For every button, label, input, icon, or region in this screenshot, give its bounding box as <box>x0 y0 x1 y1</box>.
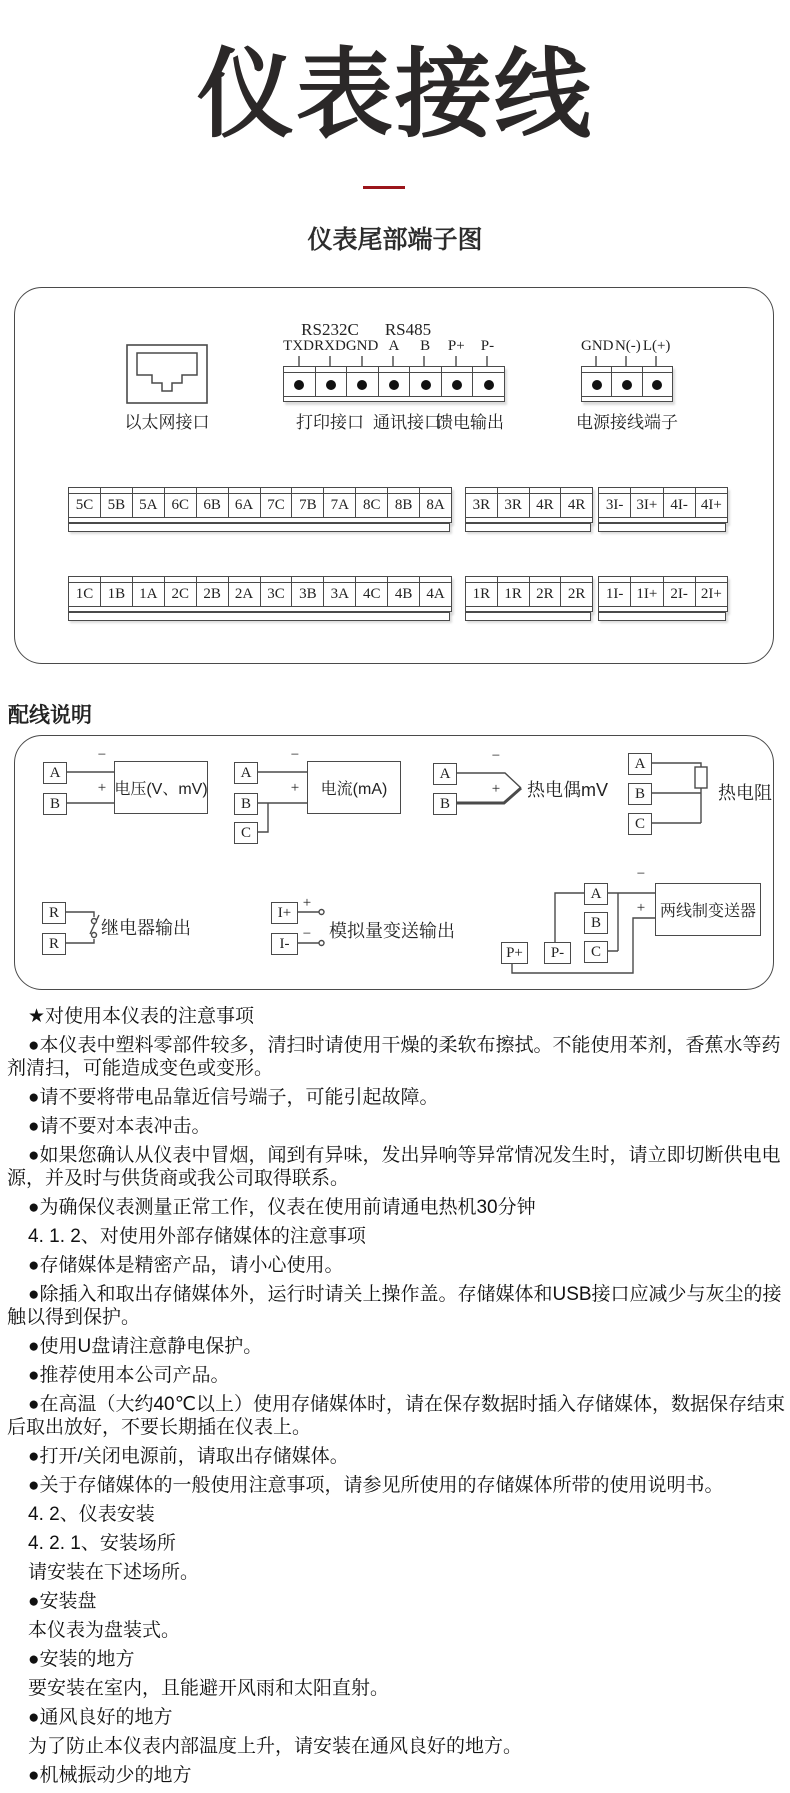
terminal-cell: 2R <box>567 586 586 602</box>
relay-output-label: 继电器输出 <box>101 918 191 938</box>
ethernet-port-icon <box>126 344 208 409</box>
power-terminal-strip <box>581 366 673 402</box>
terminal-cell: 1R <box>466 577 498 607</box>
note-line: ★对使用本仪表的注意事项 <box>28 1006 255 1027</box>
comm-port-label: 通讯接口 <box>373 413 441 432</box>
terminal-strip-row2-signal <box>68 576 452 612</box>
page-title: 仪表接线 <box>197 40 593 149</box>
rs485-label: RS485 <box>384 320 432 339</box>
terminal-cell: 4B <box>388 577 420 607</box>
terminal-box: R <box>42 902 66 924</box>
terminal-cell: 3B <box>292 577 324 607</box>
note-line: ●推荐使用本公司产品。 <box>28 1365 230 1386</box>
terminal-box: P+ <box>501 942 528 964</box>
terminal-cell: 2C <box>165 577 197 607</box>
strip-base <box>465 523 591 532</box>
strip-base <box>68 612 450 621</box>
terminal-box: B <box>234 793 258 815</box>
note-line: ●请不要将带电品靠近信号端子，可能引起故障。 <box>28 1087 439 1108</box>
terminal-cell: 8B <box>388 488 420 518</box>
strip-base <box>598 612 726 621</box>
note-line: ●为确保仪表测量正常工作，仪表在使用前请通电热机30分钟 <box>28 1197 536 1218</box>
terminal-cell: 2B <box>197 577 229 607</box>
terminal-cell: 1R <box>498 577 530 607</box>
note-line: ●通风良好的地方 <box>28 1707 173 1728</box>
terminal-box: C <box>234 822 258 844</box>
terminal-box: B <box>628 783 652 805</box>
note-line: ●安装的地方 <box>28 1649 135 1670</box>
minus-sign: − <box>636 866 646 882</box>
plus-sign: + <box>636 900 646 916</box>
terminal-cell: 5A <box>133 488 165 518</box>
terminal-box: A <box>234 762 258 784</box>
subtitle: 仪表尾部端子图 <box>307 226 483 254</box>
feed-output-label: 馈电输出 <box>436 413 504 432</box>
comm-pin-labels <box>283 338 503 355</box>
wiring-section-title: 配线说明 <box>8 704 92 727</box>
plus-sign: + <box>290 780 300 796</box>
terminal-cell: 2I+ <box>700 586 722 602</box>
note-line: ●请不要对本表冲击。 <box>28 1116 211 1137</box>
rs232c-label: RS232C <box>301 320 359 339</box>
rtd-label: 热电阻 <box>718 783 772 803</box>
plus-sign: + <box>491 781 501 797</box>
terminal-cell: 1I- <box>599 577 631 607</box>
note-line: ●机械振动少的地方 <box>28 1765 192 1786</box>
note-line: 4. 2、仪表安装 <box>28 1504 155 1525</box>
terminal-box: C <box>628 813 652 835</box>
comm-pin-label: GND <box>345 338 379 354</box>
comm-pin-label: P- <box>480 338 495 354</box>
minus-sign: − <box>491 748 501 764</box>
terminal-box: R <box>42 933 66 955</box>
comm-pin-label: P+ <box>447 338 465 354</box>
minus-sign: − <box>302 926 312 942</box>
terminal-box: I+ <box>271 902 298 924</box>
terminal-cell: 7A <box>324 488 356 518</box>
terminal-cell: 3R <box>498 488 530 518</box>
terminal-box: I- <box>271 933 298 955</box>
terminal-cell: 8C <box>356 488 388 518</box>
terminal-box: C <box>584 941 608 963</box>
terminal-cell: 4I- <box>664 488 696 518</box>
terminal-strip-row1-signal <box>68 487 452 523</box>
power-pin-label: N(-) <box>614 338 641 354</box>
analog-output-label: 模拟量变送输出 <box>329 921 455 941</box>
terminal-cell: 4A <box>426 586 445 602</box>
note-line: ●使用U盘请注意静电保护。 <box>28 1336 263 1357</box>
terminal-cell: 2R <box>530 577 562 607</box>
note-line: ●除插入和取出存储媒体外，运行时请关上操作盖。存储媒体和USB接口应减少与灰尘的接触以得到保护。 <box>7 1284 782 1328</box>
power-pin-label: L(+) <box>642 338 671 354</box>
terminal-cell: 5C <box>69 488 101 518</box>
print-port-label: 打印接口 <box>296 413 364 432</box>
note-line: 要安装在室内，且能避开风雨和太阳直射。 <box>28 1678 390 1699</box>
terminal-box: P- <box>544 942 571 964</box>
terminal-cell: 3A <box>324 577 356 607</box>
terminal-cell: 4C <box>356 577 388 607</box>
note-line: ●本仪表中塑料零部件较多，清扫时请使用干燥的柔软布擦拭。不能使用苯剂，香蕉水等药剂清扫，可能造成变色或变形。 <box>7 1035 781 1079</box>
terminal-box: A <box>433 763 457 785</box>
note-line: ●如果您确认从仪表中冒烟，闻到有异味，发出异响等异常情况发生时，请立即切断供电电源，并及时与供货商或我公司取得联系。 <box>7 1145 781 1189</box>
title-divider <box>363 186 405 189</box>
note-line: ●在高温（大约40℃以上）使用存储媒体时，请在保存数据时插入存储媒体，数据保存结束后取出放好，不要长期插在仪表上。 <box>7 1394 785 1438</box>
comm-terminal-strip <box>283 366 505 402</box>
power-terminal-label: 电源接线端子 <box>576 413 678 432</box>
terminal-cell: 2I- <box>664 577 696 607</box>
note-line: 请安装在下述场所。 <box>28 1562 200 1583</box>
terminal-box: B <box>43 793 67 815</box>
comm-pin-label: A <box>388 338 400 354</box>
terminal-cell: 4I+ <box>700 497 722 513</box>
terminal-cell: 1B <box>101 577 133 607</box>
power-pin-labels <box>581 338 671 355</box>
terminal-cell: 1C <box>69 577 101 607</box>
terminal-cell: 3I- <box>599 488 631 518</box>
voltage-device-box: 电压(V、mV) <box>114 761 208 814</box>
transmitter-device-box: 两线制变送器 <box>655 883 761 936</box>
note-line: ●打开/关闭电源前，请取出存储媒体。 <box>28 1446 349 1467</box>
strip-base <box>598 523 726 532</box>
ethernet-label: 以太网接口 <box>124 413 210 432</box>
terminal-box: B <box>584 912 608 934</box>
terminal-cell: 6B <box>197 488 229 518</box>
note-line: 为了防止本仪表内部温度上升，请安装在通风良好的地方。 <box>28 1736 523 1757</box>
terminal-strip-row1-relay <box>465 487 593 523</box>
terminal-cell: 3C <box>261 577 293 607</box>
terminal-cell: 7B <box>292 488 324 518</box>
note-line: 本仪表为盘装式。 <box>28 1620 181 1641</box>
note-line: 4. 2. 1、安装场所 <box>28 1533 176 1554</box>
comm-pin-label: RXD <box>314 338 346 354</box>
terminal-box: A <box>628 753 652 775</box>
terminal-cell: 6C <box>165 488 197 518</box>
terminal-cell: 1A <box>133 577 165 607</box>
terminal-cell: 2A <box>229 577 261 607</box>
strip-base <box>465 612 591 621</box>
note-line: ●存储媒体是精密产品，请小心使用。 <box>28 1255 344 1276</box>
terminal-cell: 3I+ <box>631 488 663 518</box>
terminal-cell: 4R <box>530 488 562 518</box>
terminal-cell: 6A <box>229 488 261 518</box>
terminal-box: A <box>43 762 67 784</box>
terminal-strip-row2-current <box>598 576 728 612</box>
thermocouple-label: 热电偶mV <box>527 780 608 800</box>
terminal-strip-row1-current <box>598 487 728 523</box>
minus-sign: − <box>290 747 300 763</box>
comm-pin-label: B <box>420 338 431 354</box>
plus-sign: + <box>302 895 312 911</box>
minus-sign: − <box>97 747 107 763</box>
power-pin-label: GND <box>581 338 614 354</box>
current-device-box: 电流(mA) <box>307 761 401 814</box>
terminal-box: A <box>584 883 608 905</box>
note-line: ●安装盘 <box>28 1591 97 1612</box>
notes-section <box>4 1005 786 1793</box>
terminal-cell: 7C <box>261 488 293 518</box>
note-line: ●关于存储媒体的一般使用注意事项，请参见所使用的存储媒体所带的使用说明书。 <box>28 1475 724 1496</box>
note-line: 4. 1. 2、对使用外部存储媒体的注意事项 <box>28 1226 366 1247</box>
terminal-box: B <box>433 793 457 815</box>
terminal-strip-row2-relay <box>465 576 593 612</box>
terminal-cell: 1I+ <box>631 577 663 607</box>
terminal-cell: 8A <box>426 497 445 513</box>
terminal-cell: 5B <box>101 488 133 518</box>
terminal-cell: 4R <box>567 497 586 513</box>
strip-base <box>68 523 450 532</box>
plus-sign: + <box>97 780 107 796</box>
comm-pin-label: TXD <box>283 338 314 354</box>
terminal-cell: 3R <box>466 488 498 518</box>
